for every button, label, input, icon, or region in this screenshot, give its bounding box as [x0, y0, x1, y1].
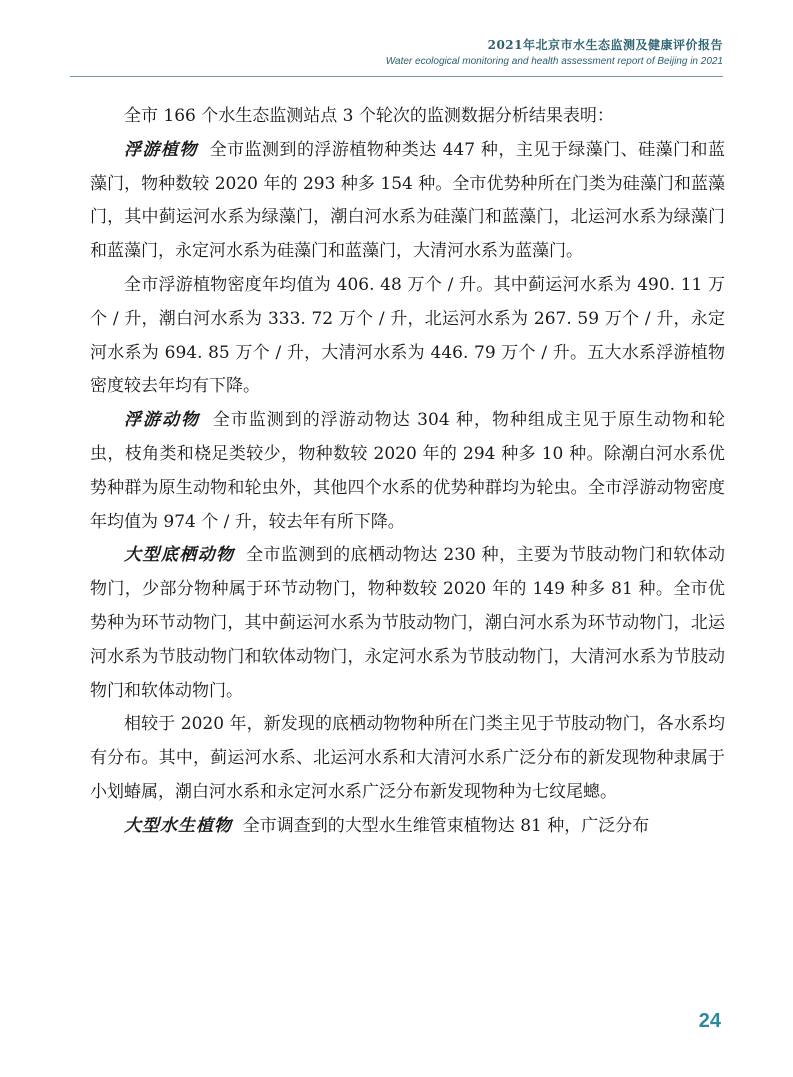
- body-paragraph: [90, 810, 725, 844]
- body-paragraph: [90, 708, 725, 809]
- paragraph-text: 全市监测到的浮游植物种类达 447 种，主见于绿藻门、硅藻门和蓝藻门，物种数较 2020 年的 293 种多 154 种。全市优势种所在门类为硅藻门和蓝藻门，其中蓟运河水系为绿藻门，潮白河水系为硅藻门和蓝藻门，北运河水系为绿藻门和蓝藻门，永定河水系为硅藻门和蓝藻门，大清河水系为蓝藻门。: [90, 139, 725, 262]
- document-body: [90, 100, 725, 844]
- paragraph-text: 全市调查到的大型水生维管束植物达 81 种，广泛分布: [232, 815, 650, 836]
- paragraph-text: 全市监测到的浮游动物达 304 种，物种组成主见于原生动物和轮虫，枝角类和桡足类较少，物种数较 2020 年的 294 种多 10 种。除潮白河水系优势种群为原生动物和轮虫外，其他四个水系的优势种群均为轮虫。全市浮游动物密度年均值为 974 个 / 升，较去年有所下降。: [90, 410, 726, 532]
- report-header-title: 2021年北京市水生态监测及健康评价报告: [487, 38, 723, 52]
- header-divider: [70, 76, 723, 77]
- report-header-subtitle: Water ecological monitoring and health assessment report of Beijing in 2021: [385, 56, 723, 67]
- paragraph-text: 全市监测到的底栖动物达 230 种，主要为节肢动物门和软体动物门，少部分物种属于环节动物门，物种数较 2020 年的 149 种多 81 种。全市优势种为环节动物门，其中蓟运河水系为节肢动物门，潮白河水系为环节动物门，北运河水系为节肢动物门和软体动物门，永定河水系为节肢动物门，大清河水系为节肢动物门和软体动物门。: [90, 545, 726, 701]
- paragraph-text: 相较于 2020 年，新发现的底栖动物物种所在门类主见于节肢动物门，各水系均有分布。其中，蓟运河水系、北运河水系和大清河水系广泛分布的新发现物种隶属于小划蝽属，潮白河水系和永定河水系广泛分布新发现物种为七纹尾蟌。: [90, 714, 725, 802]
- page-number: 24: [698, 1010, 721, 1032]
- body-paragraph: [90, 539, 725, 708]
- body-paragraph: [90, 100, 725, 134]
- section-lead-zooplankton: 浮游动物: [124, 410, 200, 431]
- section-lead-macrophytes: 大型水生植物: [124, 815, 232, 836]
- section-lead-phytoplankton: 浮游植物: [124, 139, 198, 160]
- body-paragraph: [90, 404, 725, 539]
- paragraph-text: 全市浮游植物密度年均值为 406. 48 万个 / 升。其中蓟运河水系为 490. 11 万个 / 升，潮白河水系为 333. 72 万个 / 升，北运河水系为 267. 59 万个 / 升，永定河水系为 694. 85 万个 / 升，大清河水系为 446. 79 万个 / 升。五大水系浮游植物密度较去年均有下降。: [90, 274, 725, 397]
- paragraph-text: 全市 166 个水生态监测站点 3 个轮次的监测数据分析结果表明：: [124, 106, 614, 126]
- body-paragraph: [90, 269, 725, 404]
- section-lead-macroinvertebrates: 大型底栖动物: [124, 545, 235, 566]
- body-paragraph: [90, 134, 725, 269]
